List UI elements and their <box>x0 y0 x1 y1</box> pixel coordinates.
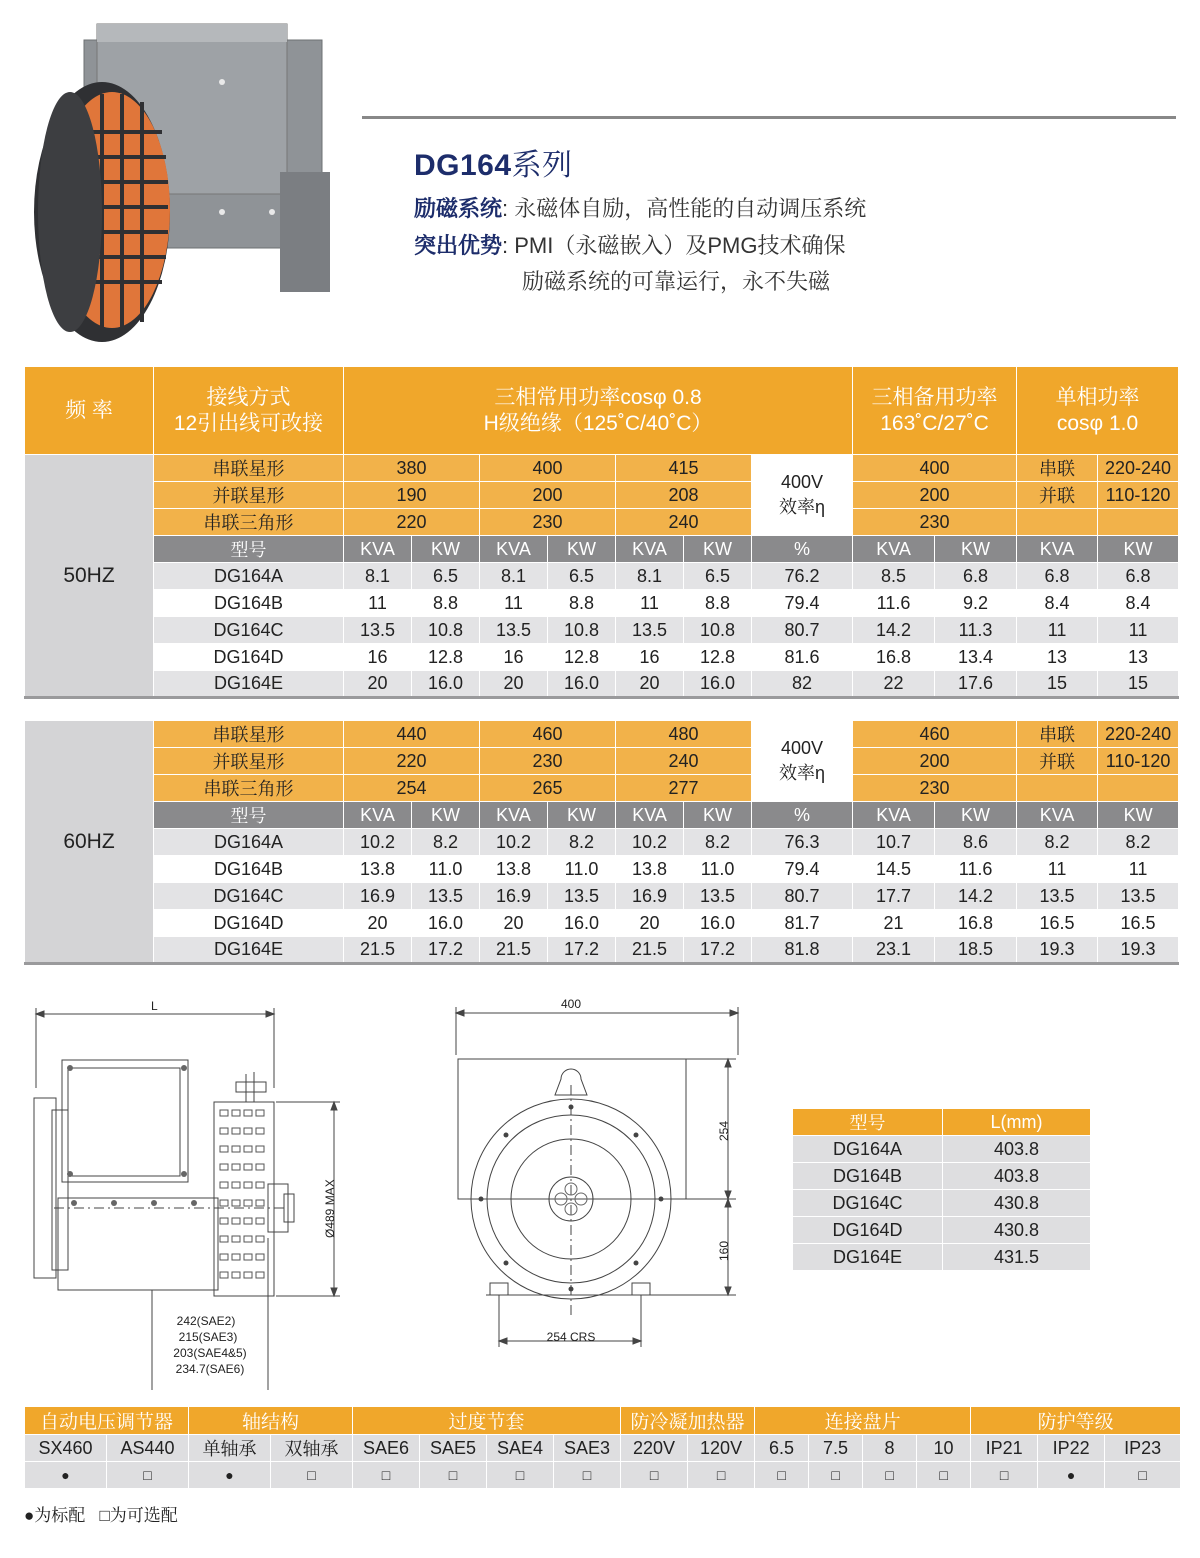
value-cell: 15 <box>1017 671 1098 698</box>
dim-width: 400 <box>560 997 582 1011</box>
value-cell: 9.2 <box>935 590 1017 617</box>
value-cell: 6.8 <box>935 563 1017 590</box>
model-cell: DG164E <box>154 937 344 964</box>
table-row: DG164A 403.8 <box>793 1136 1091 1163</box>
single-phase-header: 单相功率 cosφ 1.0 <box>1017 367 1179 455</box>
value-cell: 8.2 <box>1017 829 1098 856</box>
value-cell: 6.5 <box>548 563 616 590</box>
option-item: 8 <box>863 1435 917 1462</box>
value-cell: 11 <box>1098 856 1179 883</box>
value-cell: 19.3 <box>1017 937 1098 964</box>
option-mark: □ <box>917 1462 971 1489</box>
value-cell: 6.5 <box>412 563 480 590</box>
length-table <box>792 1108 1091 1271</box>
value-cell: 80.7 <box>752 883 853 910</box>
value-cell: 8.8 <box>548 590 616 617</box>
value-cell: 13.4 <box>935 644 1017 671</box>
value-cell: 10.2 <box>616 829 684 856</box>
options-group-row <box>25 1407 1181 1435</box>
value-cell: 8.1 <box>480 563 548 590</box>
option-item: SX460 <box>25 1435 107 1462</box>
value-cell: 11 <box>1017 617 1098 644</box>
value-cell: 17.6 <box>935 671 1017 698</box>
value-cell: 14.5 <box>853 856 935 883</box>
value-cell: 20 <box>616 910 684 937</box>
value-cell: 12.8 <box>684 644 752 671</box>
legend <box>24 1501 178 1526</box>
group-coupling: 连接盘片 <box>755 1407 971 1435</box>
value-cell: 16.5 <box>1098 910 1179 937</box>
wiring-row: 60HZ 串联星形 440 460 480 400V 效率η 460 串联 220-240 <box>25 721 1179 748</box>
value-cell: 17.7 <box>853 883 935 910</box>
value-cell: 20 <box>344 910 412 937</box>
option-item: SAE5 <box>420 1435 487 1462</box>
freq-label: 60HZ <box>25 721 154 964</box>
value-cell: 14.2 <box>853 617 935 644</box>
value-cell: 16 <box>616 644 684 671</box>
option-item: SAE4 <box>487 1435 554 1462</box>
standby-power-header: 三相备用功率 163˚C/27˚C <box>853 367 1017 455</box>
wiring-row: 串联三角形 254 265 277 230 <box>25 775 1179 802</box>
value-cell: 11.6 <box>853 590 935 617</box>
value-cell: 81.7 <box>752 910 853 937</box>
value-cell: 11 <box>344 590 412 617</box>
spec-header-row <box>25 367 1179 455</box>
value-cell: 80.7 <box>752 617 853 644</box>
option-item: SAE6 <box>353 1435 420 1462</box>
length-col-model: 型号 <box>793 1109 943 1136</box>
value-cell: 8.2 <box>548 829 616 856</box>
value-cell: 11.0 <box>548 856 616 883</box>
value-cell: 13.5 <box>1098 883 1179 910</box>
spec-table-50hz <box>24 366 1179 699</box>
value-cell: 8.4 <box>1017 590 1098 617</box>
value-cell: 11 <box>480 590 548 617</box>
option-mark: □ <box>755 1462 809 1489</box>
option-mark: □ <box>487 1462 554 1489</box>
value-cell: 11.3 <box>935 617 1017 644</box>
option-item: 7.5 <box>809 1435 863 1462</box>
value-cell: 16 <box>344 644 412 671</box>
value-cell: 8.2 <box>1098 829 1179 856</box>
option-item: IP22 <box>1038 1435 1105 1462</box>
wiring-row: 50HZ 串联星形 380 400 415 400V 效率η 400 串联 220-240 <box>25 455 1179 482</box>
table-row <box>25 829 1179 856</box>
option-mark: ● <box>1038 1462 1105 1489</box>
option-item: SAE3 <box>554 1435 621 1462</box>
value-cell: 16.0 <box>684 671 752 698</box>
feature-excitation: 励磁系统: 永磁体自励，高性能的自动调压系统 <box>414 196 867 221</box>
table-row <box>25 883 1179 910</box>
value-cell: 11.6 <box>935 856 1017 883</box>
prime-power-header: 三相常用功率cosφ 0.8 H级绝缘（125˚C/40˚C） <box>344 367 853 455</box>
value-cell: 20 <box>480 671 548 698</box>
value-cell: 8.8 <box>412 590 480 617</box>
option-item: 6.5 <box>755 1435 809 1462</box>
value-cell: 10.8 <box>684 617 752 644</box>
value-cell: 81.8 <box>752 937 853 964</box>
value-cell: 10.2 <box>344 829 412 856</box>
side-view-drawing <box>24 998 374 1390</box>
efficiency-label: 400V 效率η <box>752 721 853 802</box>
value-cell: 8.1 <box>616 563 684 590</box>
feature-advantage-cont: 励磁系统的可靠运行，永不失磁 <box>522 269 831 294</box>
freq-header: 频 率 <box>25 367 154 455</box>
value-cell: 6.5 <box>684 563 752 590</box>
model-cell: DG164E <box>154 671 344 698</box>
options-item-row <box>25 1435 1181 1462</box>
value-cell: 16.0 <box>684 910 752 937</box>
value-cell: 8.1 <box>344 563 412 590</box>
group-shaft: 轴结构 <box>189 1407 353 1435</box>
freq-label: 50HZ <box>25 455 154 698</box>
units-row: 型号 KVA KW KVA KW KVA KW % KVA KW KVA KW <box>25 802 1179 829</box>
value-cell: 13.8 <box>480 856 548 883</box>
value-cell: 13 <box>1017 644 1098 671</box>
value-cell: 13 <box>1098 644 1179 671</box>
value-cell: 21 <box>853 910 935 937</box>
wiring-row: 并联星形 190 200 208 200 并联 110-120 <box>25 482 1179 509</box>
value-cell: 11.0 <box>412 856 480 883</box>
option-mark: □ <box>107 1462 189 1489</box>
value-cell: 76.2 <box>752 563 853 590</box>
table-row: DG164C 430.8 <box>793 1190 1091 1217</box>
dim-height-lower: 160 <box>717 1240 731 1261</box>
options-mark-row <box>25 1462 1181 1489</box>
table-row <box>25 671 1179 698</box>
value-cell: 13.5 <box>684 883 752 910</box>
value-cell: 79.4 <box>752 590 853 617</box>
value-cell: 17.2 <box>548 937 616 964</box>
value-cell: 17.2 <box>412 937 480 964</box>
option-item: 双轴承 <box>271 1435 353 1462</box>
option-mark: ● <box>25 1462 107 1489</box>
model-cell: DG164C <box>154 883 344 910</box>
value-cell: 81.6 <box>752 644 853 671</box>
value-cell: 16.9 <box>616 883 684 910</box>
option-item: IP21 <box>971 1435 1038 1462</box>
model-cell: DG164D <box>154 644 344 671</box>
model-cell: DG164C <box>154 617 344 644</box>
option-mark: □ <box>809 1462 863 1489</box>
value-cell: 13.5 <box>344 617 412 644</box>
option-mark: □ <box>621 1462 688 1489</box>
value-cell: 8.5 <box>853 563 935 590</box>
legend-standard: ●为标配 <box>24 1506 86 1525</box>
options-table <box>24 1406 1181 1489</box>
value-cell: 76.3 <box>752 829 853 856</box>
table-row: DG164E 431.5 <box>793 1244 1091 1271</box>
model-cell: DG164A <box>154 829 344 856</box>
length-col-len: L(mm) <box>943 1109 1091 1136</box>
value-cell: 8.2 <box>412 829 480 856</box>
value-cell: 22 <box>853 671 935 698</box>
model-cell: DG164B <box>154 590 344 617</box>
dim-sae3: 215(SAE3) <box>178 1330 238 1344</box>
value-cell: 6.8 <box>1098 563 1179 590</box>
dim-crs: 254 CRS <box>546 1330 596 1344</box>
generator-photo <box>22 22 337 344</box>
group-protection: 防护等级 <box>971 1407 1181 1435</box>
table-row: DG164D 430.8 <box>793 1217 1091 1244</box>
value-cell: 20 <box>480 910 548 937</box>
header-rule <box>362 116 1176 119</box>
value-cell: 16 <box>480 644 548 671</box>
value-cell: 82 <box>752 671 853 698</box>
value-cell: 16.8 <box>853 644 935 671</box>
option-item: 120V <box>688 1435 755 1462</box>
table-row <box>25 910 1179 937</box>
value-cell: 16.9 <box>480 883 548 910</box>
value-cell: 10.8 <box>412 617 480 644</box>
option-item: 单轴承 <box>189 1435 271 1462</box>
feature-advantage: 突出优势: PMI（永磁嵌入）及PMG技术确保 <box>414 233 846 258</box>
table-row <box>25 856 1179 883</box>
value-cell: 79.4 <box>752 856 853 883</box>
value-cell: 10.7 <box>853 829 935 856</box>
value-cell: 16.0 <box>412 910 480 937</box>
option-mark: □ <box>271 1462 353 1489</box>
value-cell: 17.2 <box>684 937 752 964</box>
units-row: 型号 KVA KW KVA KW KVA KW % KVA KW KVA KW <box>25 536 1179 563</box>
dim-sae45: 203(SAE4&5) <box>173 1346 247 1360</box>
page-title: DG164系列 <box>414 149 573 182</box>
table-row <box>25 590 1179 617</box>
group-avr: 自动电压调节器 <box>25 1407 189 1435</box>
value-cell: 12.8 <box>412 644 480 671</box>
dim-height-upper: 254 <box>717 1120 731 1141</box>
option-mark: □ <box>420 1462 487 1489</box>
table-row: DG164B 403.8 <box>793 1163 1091 1190</box>
value-cell: 13.5 <box>616 617 684 644</box>
value-cell: 16.8 <box>935 910 1017 937</box>
value-cell: 11.0 <box>684 856 752 883</box>
value-cell: 16.0 <box>548 910 616 937</box>
group-heater: 防冷凝加热器 <box>621 1407 755 1435</box>
group-adaptor: 过度节套 <box>353 1407 621 1435</box>
value-cell: 8.6 <box>935 829 1017 856</box>
value-cell: 19.3 <box>1098 937 1179 964</box>
value-cell: 21.5 <box>616 937 684 964</box>
value-cell: 13.5 <box>548 883 616 910</box>
value-cell: 13.8 <box>344 856 412 883</box>
dim-sae6: 234.7(SAE6) <box>175 1362 245 1376</box>
value-cell: 11 <box>616 590 684 617</box>
value-cell: 16.0 <box>412 671 480 698</box>
dim-L: L <box>151 999 158 1013</box>
wiring-row: 并联星形 220 230 240 200 并联 110-120 <box>25 748 1179 775</box>
value-cell: 16.9 <box>344 883 412 910</box>
legend-optional: □为可选配 <box>99 1506 178 1525</box>
value-cell: 6.8 <box>1017 563 1098 590</box>
value-cell: 18.5 <box>935 937 1017 964</box>
option-item: IP23 <box>1105 1435 1181 1462</box>
model-cell: DG164B <box>154 856 344 883</box>
wiring-header: 接线方式 12引出线可改接 <box>154 367 344 455</box>
value-cell: 8.4 <box>1098 590 1179 617</box>
table-row <box>25 937 1179 964</box>
value-cell: 10.2 <box>480 829 548 856</box>
value-cell: 13.5 <box>1017 883 1098 910</box>
front-view-drawing <box>446 995 746 1355</box>
option-mark: ● <box>189 1462 271 1489</box>
efficiency-label: 400V 效率η <box>752 455 853 536</box>
model-cell: DG164A <box>154 563 344 590</box>
value-cell: 11 <box>1017 856 1098 883</box>
option-item: AS440 <box>107 1435 189 1462</box>
value-cell: 10.8 <box>548 617 616 644</box>
value-cell: 13.8 <box>616 856 684 883</box>
value-cell: 16.0 <box>548 671 616 698</box>
table-row <box>25 644 1179 671</box>
value-cell: 23.1 <box>853 937 935 964</box>
value-cell: 8.8 <box>684 590 752 617</box>
value-cell: 16.5 <box>1017 910 1098 937</box>
spec-table-60hz <box>24 720 1179 965</box>
option-item: 10 <box>917 1435 971 1462</box>
option-mark: □ <box>1105 1462 1181 1489</box>
value-cell: 20 <box>616 671 684 698</box>
value-cell: 8.2 <box>684 829 752 856</box>
value-cell: 20 <box>344 671 412 698</box>
option-mark: □ <box>971 1462 1038 1489</box>
value-cell: 11 <box>1098 617 1179 644</box>
wiring-row: 串联三角形 220 230 240 230 <box>25 509 1179 536</box>
option-mark: □ <box>554 1462 621 1489</box>
option-mark: □ <box>353 1462 420 1489</box>
table-row <box>25 617 1179 644</box>
dim-diameter: Ø489 MAX <box>323 1179 337 1238</box>
value-cell: 21.5 <box>344 937 412 964</box>
value-cell: 21.5 <box>480 937 548 964</box>
table-row <box>25 563 1179 590</box>
value-cell: 14.2 <box>935 883 1017 910</box>
value-cell: 13.5 <box>480 617 548 644</box>
value-cell: 12.8 <box>548 644 616 671</box>
value-cell: 15 <box>1098 671 1179 698</box>
option-mark: □ <box>688 1462 755 1489</box>
option-mark: □ <box>863 1462 917 1489</box>
model-cell: DG164D <box>154 910 344 937</box>
dim-sae2: 242(SAE2) <box>176 1314 236 1328</box>
value-cell: 13.5 <box>412 883 480 910</box>
option-item: 220V <box>621 1435 688 1462</box>
